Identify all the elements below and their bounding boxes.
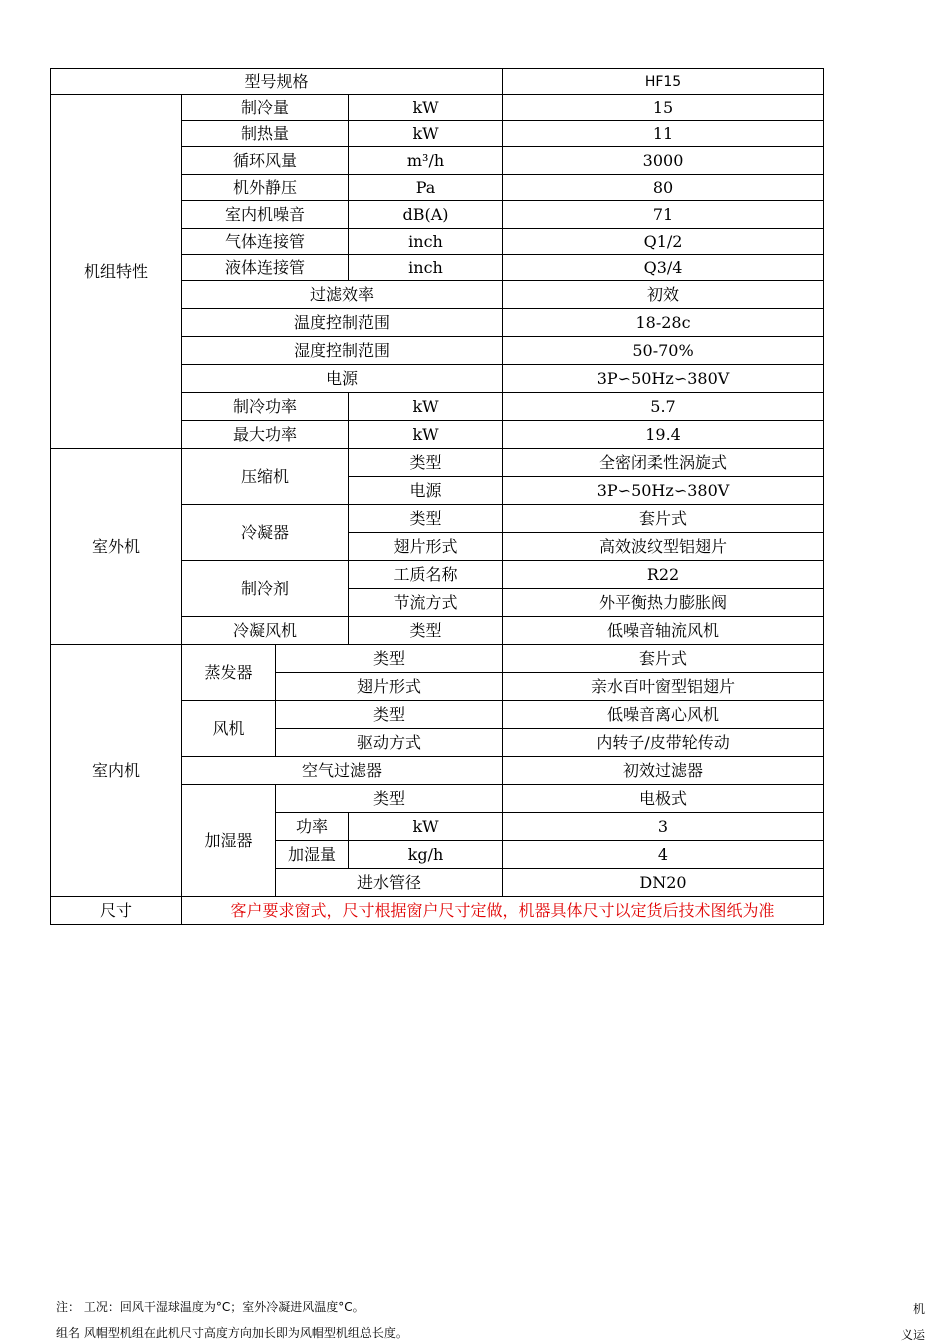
param-name: 室内机噪音 xyxy=(182,201,349,229)
param-value: 初效 xyxy=(503,281,824,309)
note-line-2-right: 义运 xyxy=(900,1328,925,1342)
param-unit: m³/h xyxy=(349,147,503,175)
param-name: 循环风量 xyxy=(182,147,349,175)
attr-value: 套片式 xyxy=(503,645,824,673)
attr-value: 3 xyxy=(503,813,824,841)
note-line-1-right: 机 xyxy=(912,1302,925,1316)
param-value: 5.7 xyxy=(503,393,824,421)
param-unit: Pa xyxy=(349,175,503,201)
param-value: Q3/4 xyxy=(503,255,824,281)
attr-name: 进水管径 xyxy=(276,869,503,897)
attr-value: 外平衡热力膨胀阀 xyxy=(503,589,824,617)
attr-name: 类型 xyxy=(276,785,503,813)
param-name: 湿度控制范围 xyxy=(182,337,503,365)
param-name: 制冷量 xyxy=(182,95,349,121)
param-value: 3000 xyxy=(503,147,824,175)
attr-value: 全密闭柔性涡旋式 xyxy=(503,449,824,477)
size-label: 尺寸 xyxy=(51,897,182,925)
attr-name: 电源 xyxy=(349,477,503,505)
attr-value: 4 xyxy=(503,841,824,869)
param-unit: dB(A) xyxy=(349,201,503,229)
param-name: 气体连接管 xyxy=(182,229,349,255)
attr-name: 类型 xyxy=(276,645,503,673)
attr-value: 电极式 xyxy=(503,785,824,813)
note-line-1: 注： 工况：回风干湿球温度为°C；室外冷凝进风温度°C。 xyxy=(56,1300,365,1314)
attr-value: 套片式 xyxy=(503,505,824,533)
attr-name: 类型 xyxy=(276,701,503,729)
param-value: 11 xyxy=(503,121,824,147)
attr-value: 低噪音轴流风机 xyxy=(503,617,824,645)
note-line-2: 组名 风帽型机组在此机尺寸高度方向加长即为风帽型机组总长度。 xyxy=(56,1326,408,1340)
group-unit-characteristics: 机组特性 xyxy=(51,95,182,449)
param-unit: inch xyxy=(349,255,503,281)
model-value: HF15 xyxy=(503,69,824,95)
attr-name: 翅片形式 xyxy=(276,673,503,701)
attr-value: DN20 xyxy=(503,869,824,897)
param-value: 50-70% xyxy=(503,337,824,365)
param-value: Q1/2 xyxy=(503,229,824,255)
param-unit: kW xyxy=(349,121,503,147)
attr-value: 低噪音离心风机 xyxy=(503,701,824,729)
param-unit: kW xyxy=(349,421,503,449)
attr-unit: kg/h xyxy=(349,841,503,869)
attr-value: 亲水百叶窗型铝翅片 xyxy=(503,673,824,701)
param-value: 19.4 xyxy=(503,421,824,449)
attr-name: 节流方式 xyxy=(349,589,503,617)
component-evaporator: 蒸发器 xyxy=(182,645,276,701)
component-condenser: 冷凝器 xyxy=(182,505,349,561)
attr-value: 3P∽50Hz∽380V xyxy=(503,477,824,505)
model-spec-label: 型号规格 xyxy=(51,69,503,95)
component-refrigerant: 制冷剂 xyxy=(182,561,349,617)
param-value: 3P∽50Hz∽380V xyxy=(503,365,824,393)
param-name: 制冷功率 xyxy=(182,393,349,421)
attr-name: 类型 xyxy=(349,449,503,477)
param-name: 液体连接管 xyxy=(182,255,349,281)
attr-name: 加湿量 xyxy=(276,841,349,869)
component-indoor-fan: 风机 xyxy=(182,701,276,757)
param-name: 机外静压 xyxy=(182,175,349,201)
param-unit: kW xyxy=(349,95,503,121)
component-condenser-fan: 冷凝风机 xyxy=(182,617,349,645)
attr-name: 功率 xyxy=(276,813,349,841)
attr-name: 类型 xyxy=(349,505,503,533)
attr-value: R22 xyxy=(503,561,824,589)
size-note: 客户要求窗式，尺寸根据窗户尺寸定做，机器具体尺寸以定货后技术图纸为准 xyxy=(182,897,824,925)
spec-table xyxy=(50,68,824,925)
param-value: 71 xyxy=(503,201,824,229)
attr-name: 翅片形式 xyxy=(349,533,503,561)
param-unit: kW xyxy=(349,393,503,421)
param-value: 80 xyxy=(503,175,824,201)
attr-value: 初效过滤器 xyxy=(503,757,824,785)
attr-unit: kW xyxy=(349,813,503,841)
param-unit: inch xyxy=(349,229,503,255)
group-indoor: 室内机 xyxy=(51,645,182,897)
param-name: 温度控制范围 xyxy=(182,309,503,337)
attr-name: 工质名称 xyxy=(349,561,503,589)
attr-value: 内转子/皮带轮传动 xyxy=(503,729,824,757)
param-value: 18-28c xyxy=(503,309,824,337)
param-name: 最大功率 xyxy=(182,421,349,449)
component-humidifier: 加湿器 xyxy=(182,785,276,897)
attr-name: 驱动方式 xyxy=(276,729,503,757)
attr-value: 高效波纹型铝翅片 xyxy=(503,533,824,561)
param-name: 制热量 xyxy=(182,121,349,147)
param-value: 15 xyxy=(503,95,824,121)
param-name: 电源 xyxy=(182,365,503,393)
group-outdoor: 室外机 xyxy=(51,449,182,645)
attr-name: 类型 xyxy=(349,617,503,645)
component-air-filter: 空气过滤器 xyxy=(182,757,503,785)
param-name: 过滤效率 xyxy=(182,281,503,309)
component-compressor: 压缩机 xyxy=(182,449,349,505)
